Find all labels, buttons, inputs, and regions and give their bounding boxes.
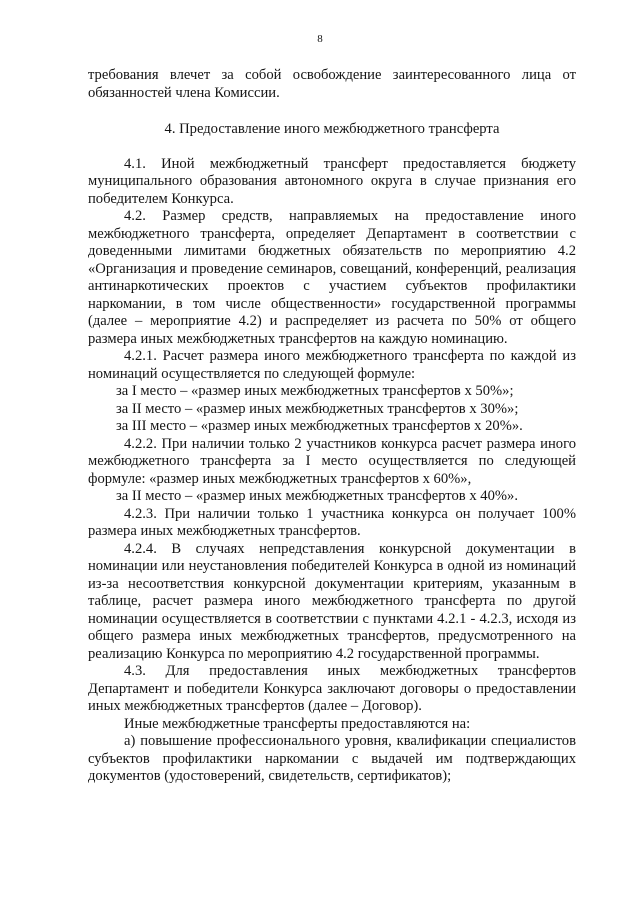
paragraph-intro: требования влечет за собой освобождение заинтересованного лица от обязанностей члена Комиссии.: [88, 67, 576, 101]
paragraph-transfers-intro: Иные межбюджетные трансферты предоставляются на:: [124, 715, 471, 732]
formula-second-place-two-participants: за II место – «размер иных межбюджетных трансфертов х 40%».: [116, 488, 518, 504]
paragraph-item-a: а) повышение профессионального уровня, квалификации специалистов субъектов профилактики наркомании с выдачей им подтверждающих документов (удостоверений, свидетельств, сертификатов);: [88, 733, 576, 784]
paragraph-4-1: 4.1. Иной межбюджетный трансферт предоставляется бюджету муниципального образования автономного округа в случае признания его победителем Конкурса.: [88, 155, 576, 207]
formula-third-place: за III место – «размер иных межбюджетных трансфертов х 20%».: [116, 418, 523, 434]
paragraph-4-2-1: 4.2.1. Расчет размера иного межбюджетного трансферта по каждой из номинаций осуществляется по следующей формуле:: [88, 348, 576, 382]
page-number: 8: [317, 33, 323, 45]
section-heading: 4. Предоставление иного межбюджетного трансферта: [164, 121, 500, 137]
formula-first-place: за I место – «размер иных межбюджетных трансфертов х 50%»;: [116, 383, 514, 399]
paragraph-4-3: 4.3. Для предоставления иных межбюджетных трансфертов Департамент и победители Конкурса заключают договоры о предоставлении иных межбюджетных трансфертов (далее – Договор).: [88, 663, 576, 714]
paragraph-4-2-3: 4.2.3. При наличии только 1 участника конкурса он получает 100% размера иных межбюджетных трансфертов.: [88, 505, 576, 539]
paragraph-4-2: 4.2. Размер средств, направляемых на предоставление иного межбюджетного трансферта, определяет Департамент в соответствии с доведенными лимитами бюджетных обязательств по мероприятию 4.2 «Организация и проведение семинаров, совещаний, конференций, реализация антинаркотических проектов с участием субъектов профилактики наркомании, в том числе общественности» государственной программы (далее – мероприятие 4.2) и распределяет из расчета по 50% от общего размера иных межбюджетных трансфертов на каждую номинацию.: [88, 208, 576, 347]
paragraph-4-2-2: 4.2.2. При наличии только 2 участников конкурса расчет размера иного межбюджетного трансферта за I место осуществляется по следующей формуле: «размер иных межбюджетных трансфертов х 60%»,: [88, 435, 576, 487]
formula-second-place: за II место – «размер иных межбюджетных трансфертов х 30%»;: [116, 400, 519, 417]
paragraph-4-2-4: 4.2.4. В случаях непредставления конкурсной документации в номинации или неустановления победителей Конкурса в одной из номинаций из-за несоответствия конкурсной документации критериям, указанным в таблице, расчет размера иного межбюджетного трансферта по другой номинации осуществляется в соответствии с пунктами 4.2.1 - 4.2.3, исходя из общего размера иных межбюджетных трансфертов, предусмотренного на реализацию Конкурса по мероприятию 4.2 государственной программы.: [88, 540, 576, 662]
document-body: [88, 67, 576, 786]
